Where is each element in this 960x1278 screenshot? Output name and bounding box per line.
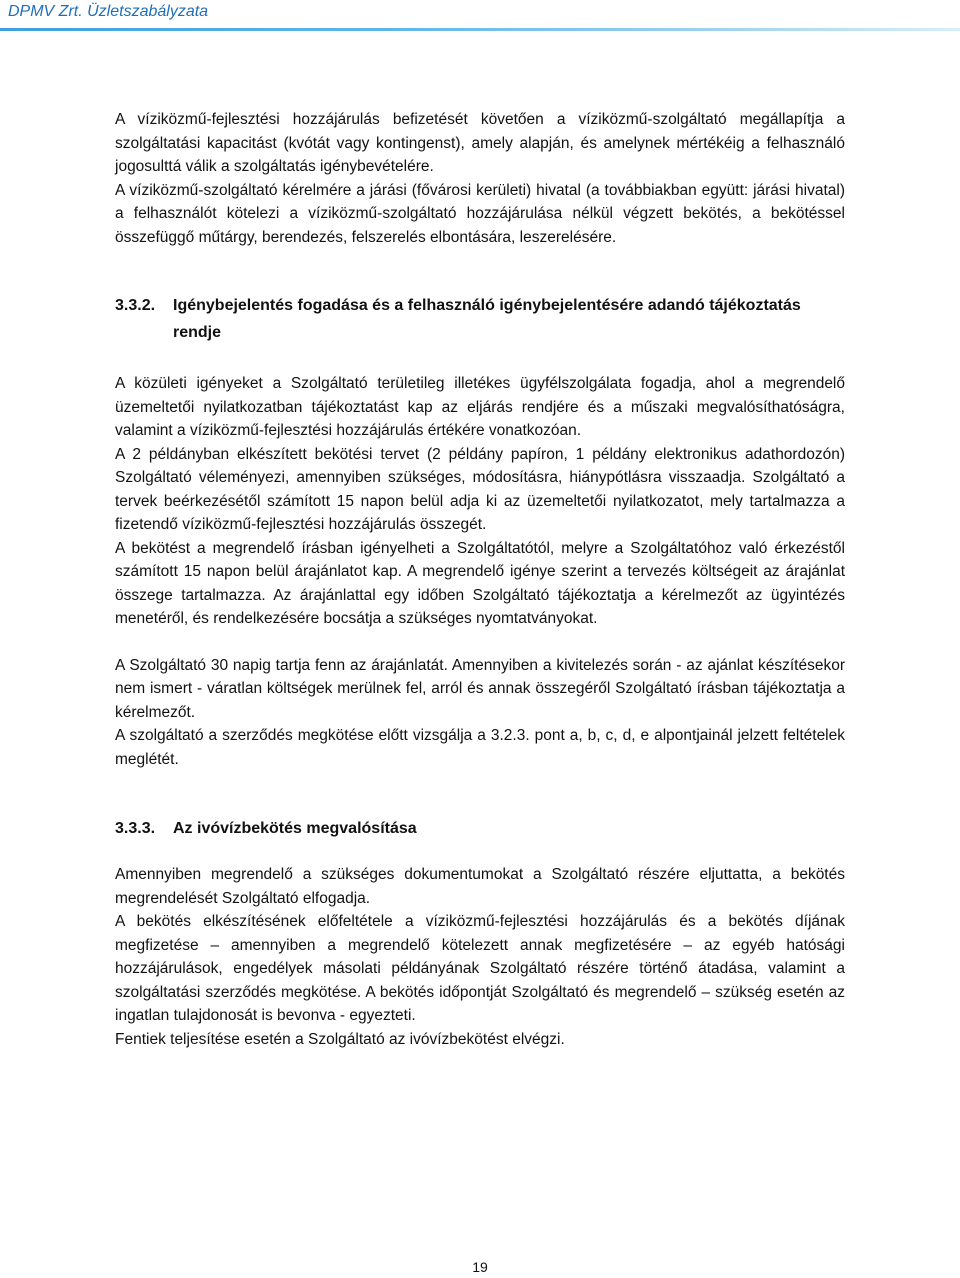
section-number: 3.3.3.: [115, 820, 156, 837]
paragraph-completion: Fentiek teljesítése esetén a Szolgáltató az ivóvízbekötést elvégzi.: [115, 1030, 565, 1048]
page-number: 19: [472, 1259, 488, 1275]
section-title: Az ivóvízbekötés megvalósítása: [173, 820, 417, 837]
page-content: [115, 108, 845, 1051]
section-number: 3.3.2.: [115, 297, 156, 314]
paragraph-connection-plan: A 2 példányban elkészített bekötési tervet (2 példány papíron, 1 példány elektronikus adathordozón) Szolgáltató véleményezi, amennyiben szükséges, módosításra, hiánypótlásra visszaadja. Szolgáltató a tervek beérkezésétől számított 15 napon belül adja ki az üzemeltetői nyilatkozatot, mely tartalmazza a fizetendő víziközmű-fejlesztési hozzájárulás összegét.: [115, 445, 845, 533]
section-title: Igénybejelentés fogadása és a felhasználó igénybejelentésére adandó tájékoztatás rendje: [173, 297, 801, 341]
paragraph-corporate-requests: A közületi igényeket a Szolgáltató területileg illetékes ügyfélszolgálata fogadja, ahol a megrendelő üzemeltetői nyilatkozatban tájékoztatást kap az eljárás rendjére és a műszaki megvalósíthatóságra, valamint a víziközmű-fejlesztési hozzájárulás értékére vonatkozóan.: [115, 375, 845, 439]
section-heading-3-3-3: [115, 815, 845, 842]
paragraph-documents-accepted: Amennyiben megrendelő a szükséges dokumentumokat a Szolgáltató részére eljuttatta, a bekötés megrendelését Szolgáltató elfogadja.: [115, 866, 845, 907]
header-divider: [0, 28, 960, 31]
section-heading-3-3-2: [115, 292, 845, 346]
paragraph-contract-conditions: A szolgáltató a szerződés megkötése előtt vizsgálja a 3.2.3. pont a, b, c, d, e alpontjainál jelzett feltételek meglétét.: [115, 727, 845, 768]
paragraph-quotation-validity: A Szolgáltató 30 napig tartja fenn az árajánlatát. Amennyiben a kivitelezés során - az ajánlat készítésekor nem ismert - váratlan költségek merülnek fel, arról és annak összegéről Szolgáltató írásban tájékoztatja a kérelmezőt.: [115, 656, 845, 721]
paragraph-prerequisites: A bekötés elkészítésének előfeltétele a víziközmű-fejlesztési hozzájárulás és a bekötés díjának megfizetése – amennyiben a megrendelő kötelezett annak megfizetésére – az egyéb hatósági hozzájárulások, engedélyek másolati példányának Szolgáltató részére történő átadása, valamint a szolgáltatási szerződés megkötése. A bekötés időpontját Szolgáltató és megrendelő – szükség esetén az ingatlan tulajdonosát is bevonva - egyezteti.: [115, 913, 845, 1024]
paragraph-demolition: A víziközmű-szolgáltató kérelmére a járási (fővárosi kerületi) hivatal (a továbbiakban együtt: járási hivatal) a felhasználót kötelezi a víziközmű-szolgáltató hozzájárulása nélkül végzett bekötés, a bekötéssel összefüggő műtárgy, berendezés, felszerelés elbontására, leszerelésére.: [115, 181, 845, 246]
paragraph-capacity: A víziközmű-fejlesztési hozzájárulás befizetését követően a víziközmű-szolgáltató megállapítja a szolgáltatási kapacitást (kvótát vagy kontingenst), amely alapján, és amelynek mértékéig a felhasználó jogosulttá válik a szolgáltatás igénybevételére.: [115, 111, 845, 175]
paragraph-quotation-request: A bekötést a megrendelő írásban igényelheti a Szolgáltatótól, melyre a Szolgáltatóhoz való érkezéstől számított 15 napon belül árajánlatot kap. A megrendelő igénye szerint a tervezés költségeit az árajánlat összege tartalmazza. Az árajánlattal egy időben Szolgáltató tájékoztatja a kérelmezőt az ügyintézés menetéről, és rendelkezésére bocsátja a szükséges nyomtatványokat.: [115, 539, 845, 627]
document-header-title: DPMV Zrt. Üzletszabályzata: [8, 3, 209, 20]
